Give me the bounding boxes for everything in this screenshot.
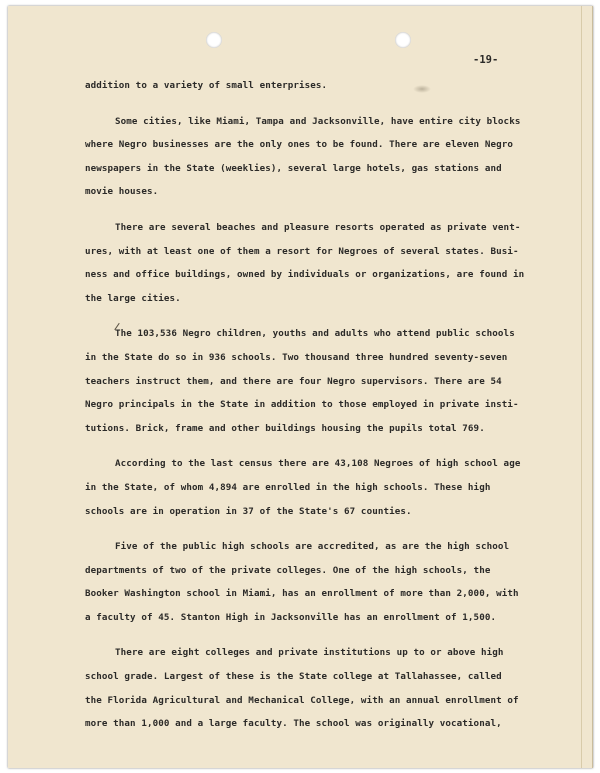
- text-line: Five of the public high schools are accredited, as are the high school: [115, 541, 510, 553]
- text-line: movie houses.: [85, 186, 159, 198]
- text-line: addition to a variety of small enterprises.: [85, 80, 328, 91]
- text-line: newspapers in the State (weeklies), several large hotels, gas stations and: [85, 162, 502, 174]
- punch-hole-right: [395, 32, 411, 48]
- text-line: ures, with at least one of them a resort for Negroes of several states. Busi-: [85, 245, 519, 257]
- text-line: Negro principals in the State in addition to those employed in private insti-: [85, 399, 519, 411]
- document-body: [85, 74, 545, 736]
- text-line: where Negro businesses are the only ones to be found. There are eleven Negro: [85, 139, 513, 151]
- text-line: school grade. Largest of these is the State college at Tallahassee, called: [85, 671, 502, 683]
- text-line: the Florida Agricultural and Mechanical College, with an annual enrollment of: [85, 694, 519, 706]
- text-line: ness and office buildings, owned by individuals or organizations, are found in: [85, 269, 525, 281]
- text-line: According to the last census there are 43,108 Negroes of high school age: [115, 458, 521, 470]
- text-line: in the State, of whom 4,894 are enrolled in the high schools. These high: [85, 481, 491, 493]
- text-line: Some cities, like Miami, Tampa and Jacksonville, have entire city blocks: [115, 115, 521, 127]
- text-line: more than 1,000 and a large faculty. The school was originally vocational,: [85, 718, 502, 730]
- typewritten-page: [8, 6, 593, 768]
- text-line: the large cities.: [85, 292, 181, 304]
- text-line: a faculty of 45. Stanton High in Jacksonville has an enrollment of 1,500.: [85, 611, 497, 623]
- page-edge-shadow: [581, 6, 582, 768]
- text-line: There are several beaches and pleasure resorts operated as private vent-: [115, 221, 521, 233]
- text-line: tutions. Brick, frame and other buildings housing the pupils total 769.: [85, 422, 485, 434]
- text-line: teachers instruct them, and there are four Negro supervisors. There are 54: [85, 375, 502, 387]
- text-line: The 103,536 Negro children, youths and adults who attend public schools: [115, 328, 515, 340]
- text-line: There are eight colleges and private institutions up to or above high: [115, 647, 504, 659]
- text-line: departments of two of the private colleges. One of the high schools, the: [85, 564, 491, 576]
- page-number: -19-: [473, 54, 499, 66]
- punch-hole-left: [206, 32, 222, 48]
- text-line: in the State do so in 936 schools. Two thousand three hundred seventy-seven: [85, 351, 508, 363]
- text-line: schools are in operation in 37 of the State's 67 counties.: [85, 505, 412, 517]
- text-line: Booker Washington school in Miami, has an enrollment of more than 2,000, with: [85, 588, 519, 600]
